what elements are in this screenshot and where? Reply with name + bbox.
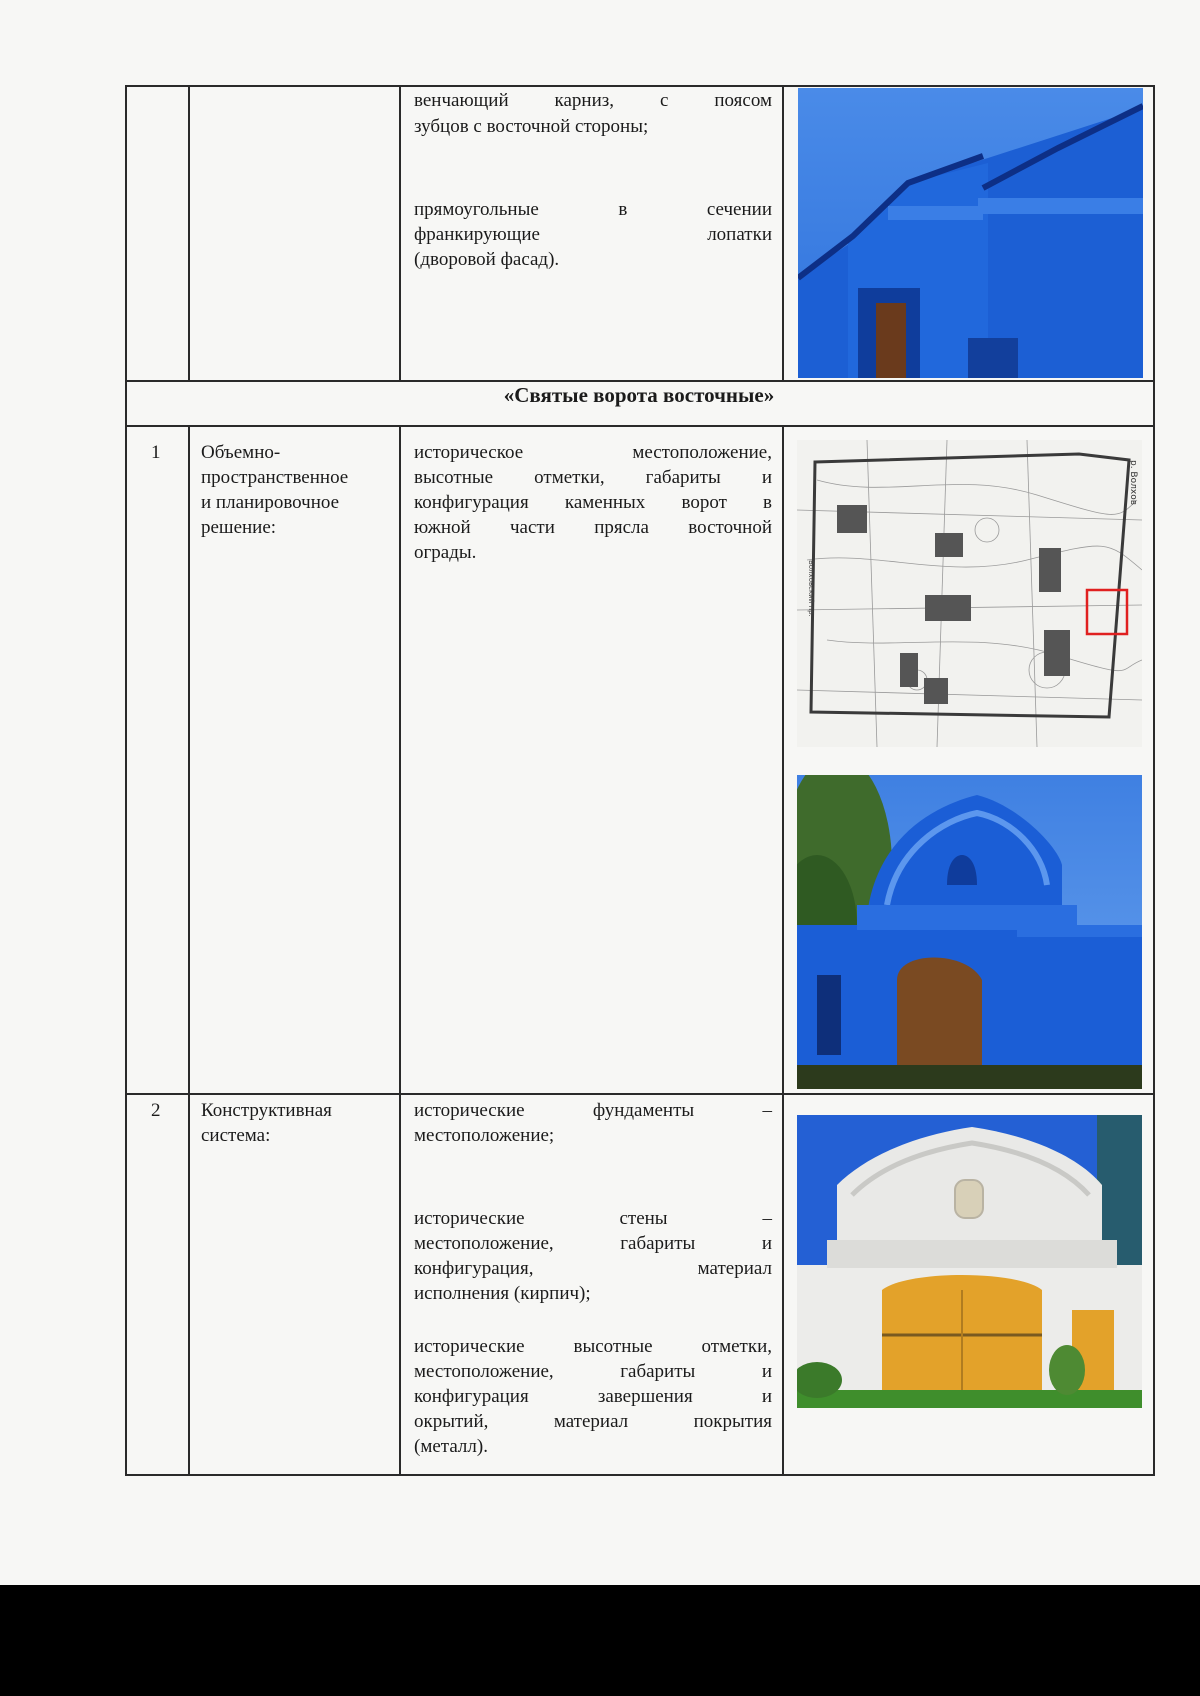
col-divider	[399, 85, 401, 381]
plan-label-street: Волховский пр.	[807, 560, 815, 617]
col-divider	[782, 85, 784, 381]
col-divider	[188, 425, 190, 1476]
east-gate-white-photo	[797, 1115, 1142, 1408]
east-gate-blue-photo	[797, 775, 1142, 1089]
row-number: 2	[151, 1100, 161, 1121]
description-line: венчающий карниз, с поясом	[414, 90, 772, 111]
description-line: конфигурация каменных ворот в	[414, 492, 772, 513]
description-line: исторические стены –	[414, 1208, 772, 1229]
row-divider	[125, 425, 1155, 427]
table-border-bottom	[125, 1474, 1155, 1476]
section-title: «Святые ворота восточные»	[503, 383, 775, 407]
description-line: конфигурация, материал	[414, 1258, 772, 1279]
description-line: исторические фундаменты –	[414, 1100, 772, 1121]
description-line: зубцов с восточной стороны;	[414, 116, 649, 137]
description-line: конфигурация завершения и	[414, 1386, 772, 1407]
description-line: местоположение;	[414, 1125, 555, 1146]
description-line: прямоугольные в сечении	[414, 199, 772, 220]
feature-line: пространственное	[201, 467, 349, 488]
feature-line: Конструктивная	[201, 1100, 332, 1121]
description-line: (металл).	[414, 1436, 488, 1457]
plan-label-river: р. Волхов	[1128, 460, 1138, 506]
row-divider	[125, 380, 1155, 382]
description-line: (дворовой фасад).	[414, 249, 560, 270]
row-number: 1	[151, 442, 161, 463]
table-border-left	[125, 85, 127, 1476]
description-line: высотные отметки, габариты и	[414, 467, 772, 488]
col-divider	[188, 85, 190, 381]
description-line: исторические высотные отметки,	[414, 1336, 772, 1357]
description-line: местоположение, габариты и	[414, 1361, 772, 1382]
site-plan-map	[797, 440, 1142, 747]
description-line: ограды.	[414, 542, 477, 563]
feature-line: решение:	[201, 517, 277, 538]
col-divider	[399, 425, 401, 1476]
description-line: южной части прясла восточной	[414, 517, 772, 538]
description-line: историческое местоположение,	[414, 442, 772, 463]
row-divider	[125, 1093, 1155, 1095]
description-line: окрытий, материал покрытия	[414, 1411, 772, 1432]
description-line: франкирующие лопатки	[414, 224, 772, 245]
feature-line: и планировочное	[201, 492, 340, 513]
col-divider	[782, 425, 784, 1476]
facade-cornice-photo	[798, 88, 1143, 378]
table-border-right	[1153, 85, 1155, 1476]
description-line: местоположение, габариты и	[414, 1233, 772, 1254]
description-line: исполнения (кирпич);	[414, 1283, 591, 1304]
feature-line: Объемно-	[201, 442, 281, 463]
feature-line: система:	[201, 1125, 271, 1146]
table-border-top	[125, 85, 1155, 87]
